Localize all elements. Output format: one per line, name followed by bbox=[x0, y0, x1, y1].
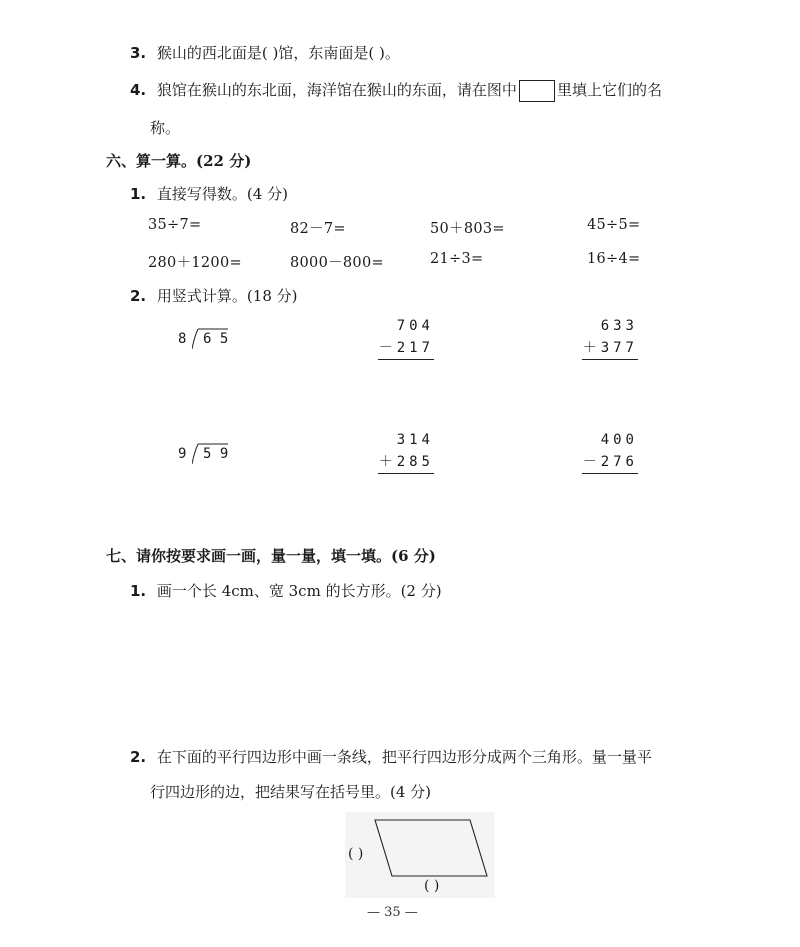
expr-r2-c3: 21÷3= bbox=[430, 251, 484, 267]
q7-sub2-text-a: 在下面的平行四边形中画一条线，把平行四边形分成两个三角形。量一量平 bbox=[156, 748, 652, 766]
q5-item4-text-b: 里填上它们的名 bbox=[556, 81, 662, 99]
vertical-2 bbox=[582, 318, 638, 360]
q6-sub1-number: 1. bbox=[130, 185, 147, 203]
expr-r1-c1: 35÷7= bbox=[148, 217, 202, 233]
answer-box-icon bbox=[519, 80, 555, 102]
section-6-heading: 六、算一算。(22 分) bbox=[106, 152, 252, 170]
q6-sub1-text: 直接写得数。(4 分) bbox=[156, 185, 288, 203]
q6-sub2-number: 2. bbox=[130, 287, 147, 305]
q5-item3-number: 3. bbox=[130, 44, 147, 62]
vertical-3-top: 314 bbox=[396, 432, 434, 448]
expr-r2-c2: 8000－800= bbox=[290, 255, 384, 271]
page-number: — 35 — bbox=[367, 905, 418, 920]
division-2-dividend: 5 9 bbox=[203, 446, 229, 462]
vertical-1 bbox=[378, 318, 434, 360]
vertical-3-bottom: ＋285 bbox=[378, 451, 434, 474]
q5-item4-text-a: 狼馆在猴山的东北面，海洋馆在猴山的东面，请在图中 bbox=[156, 81, 517, 99]
expr-r2-c1: 280＋1200= bbox=[148, 255, 242, 271]
q7-sub1-text: 画一个长 4cm、宽 3cm 的长方形。(2 分) bbox=[156, 582, 442, 600]
left-side-answer[interactable]: ( ) bbox=[348, 846, 364, 862]
q7-sub1-number: 1. bbox=[130, 582, 147, 600]
q7-sub2-number: 2. bbox=[130, 748, 147, 766]
division-2 bbox=[178, 446, 186, 462]
section-7-heading: 七、请你按要求画一画，量一量，填一填。(6 分) bbox=[106, 547, 436, 565]
vertical-1-bottom: －217 bbox=[378, 337, 434, 360]
expr-r1-c4: 45÷5= bbox=[587, 217, 641, 233]
division-1 bbox=[178, 331, 186, 347]
division-2-divisor: 9 bbox=[178, 446, 187, 462]
vertical-1-top: 704 bbox=[396, 318, 434, 334]
q5-item3 bbox=[130, 42, 400, 63]
q5-item4 bbox=[130, 79, 662, 102]
bottom-side-answer[interactable]: ( ) bbox=[424, 878, 440, 894]
q6-sub2-text: 用竖式计算。(18 分) bbox=[156, 287, 298, 305]
division-1-divisor: 8 bbox=[178, 331, 187, 347]
vertical-4-bottom: －276 bbox=[582, 451, 638, 474]
division-1-dividend: 6 5 bbox=[203, 331, 229, 347]
parallelogram-icon bbox=[345, 812, 495, 898]
q7-sub2-cont: 行四边形的边，把结果写在括号里。(4 分) bbox=[150, 783, 432, 801]
q7-sub2 bbox=[130, 746, 652, 767]
q5-item4-cont: 称。 bbox=[150, 119, 181, 137]
vertical-4 bbox=[582, 432, 638, 474]
expr-r1-c3: 50＋803= bbox=[430, 221, 505, 237]
q6-sub2 bbox=[130, 285, 297, 306]
q5-item4-number: 4. bbox=[130, 81, 147, 99]
vertical-4-top: 400 bbox=[600, 432, 638, 448]
vertical-2-top: 633 bbox=[600, 318, 638, 334]
vertical-2-bottom: ＋377 bbox=[582, 337, 638, 360]
expr-r2-c4: 16÷4= bbox=[587, 251, 641, 267]
q5-item3-text: 猴山的西北面是( )馆，东南面是( )。 bbox=[156, 44, 400, 62]
vertical-3 bbox=[378, 432, 434, 474]
expr-r1-c2: 82－7= bbox=[290, 221, 346, 237]
q6-sub1 bbox=[130, 183, 288, 204]
q7-sub1 bbox=[130, 580, 442, 601]
